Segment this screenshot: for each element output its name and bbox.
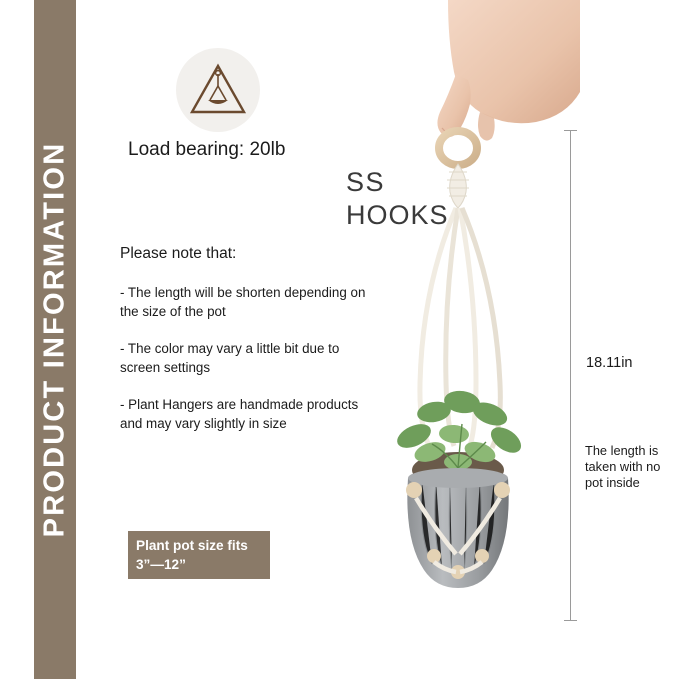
page-title — [34, 0, 76, 679]
pot-size-badge-text — [136, 536, 248, 574]
hand — [437, 0, 580, 141]
note-item: - The length will be shorten depending on the size of the pot — [120, 285, 366, 319]
note-item: - The color may vary a little bit due to screen settings — [120, 341, 340, 375]
load-bearing-label: Load bearing: 20lb — [128, 139, 286, 160]
dimension-note: The length is taken with no pot inside — [585, 443, 661, 490]
pot-size-line1: Plant pot size fits — [136, 538, 248, 553]
notes-heading: Please note that: — [120, 245, 237, 262]
pot-size-line2: 3”—12” — [136, 557, 186, 572]
pot-size-badge — [128, 531, 270, 579]
sidebar-band — [34, 0, 76, 679]
product-photo — [330, 0, 580, 640]
load-bearing-triangle-icon — [188, 60, 248, 120]
dimension-value: 18.11in — [586, 355, 633, 371]
wooden-ring — [439, 131, 477, 165]
load-bearing-badge — [176, 48, 260, 132]
note-item: - Plant Hangers are handmade products and may vary slightly in size — [120, 397, 359, 431]
product-label-line2: HOOKS — [346, 200, 449, 230]
page-title-text: PRODUCT INFORMATION — [38, 141, 71, 538]
product-photo-svg — [330, 0, 580, 640]
product-label-line1: SS — [346, 167, 386, 197]
